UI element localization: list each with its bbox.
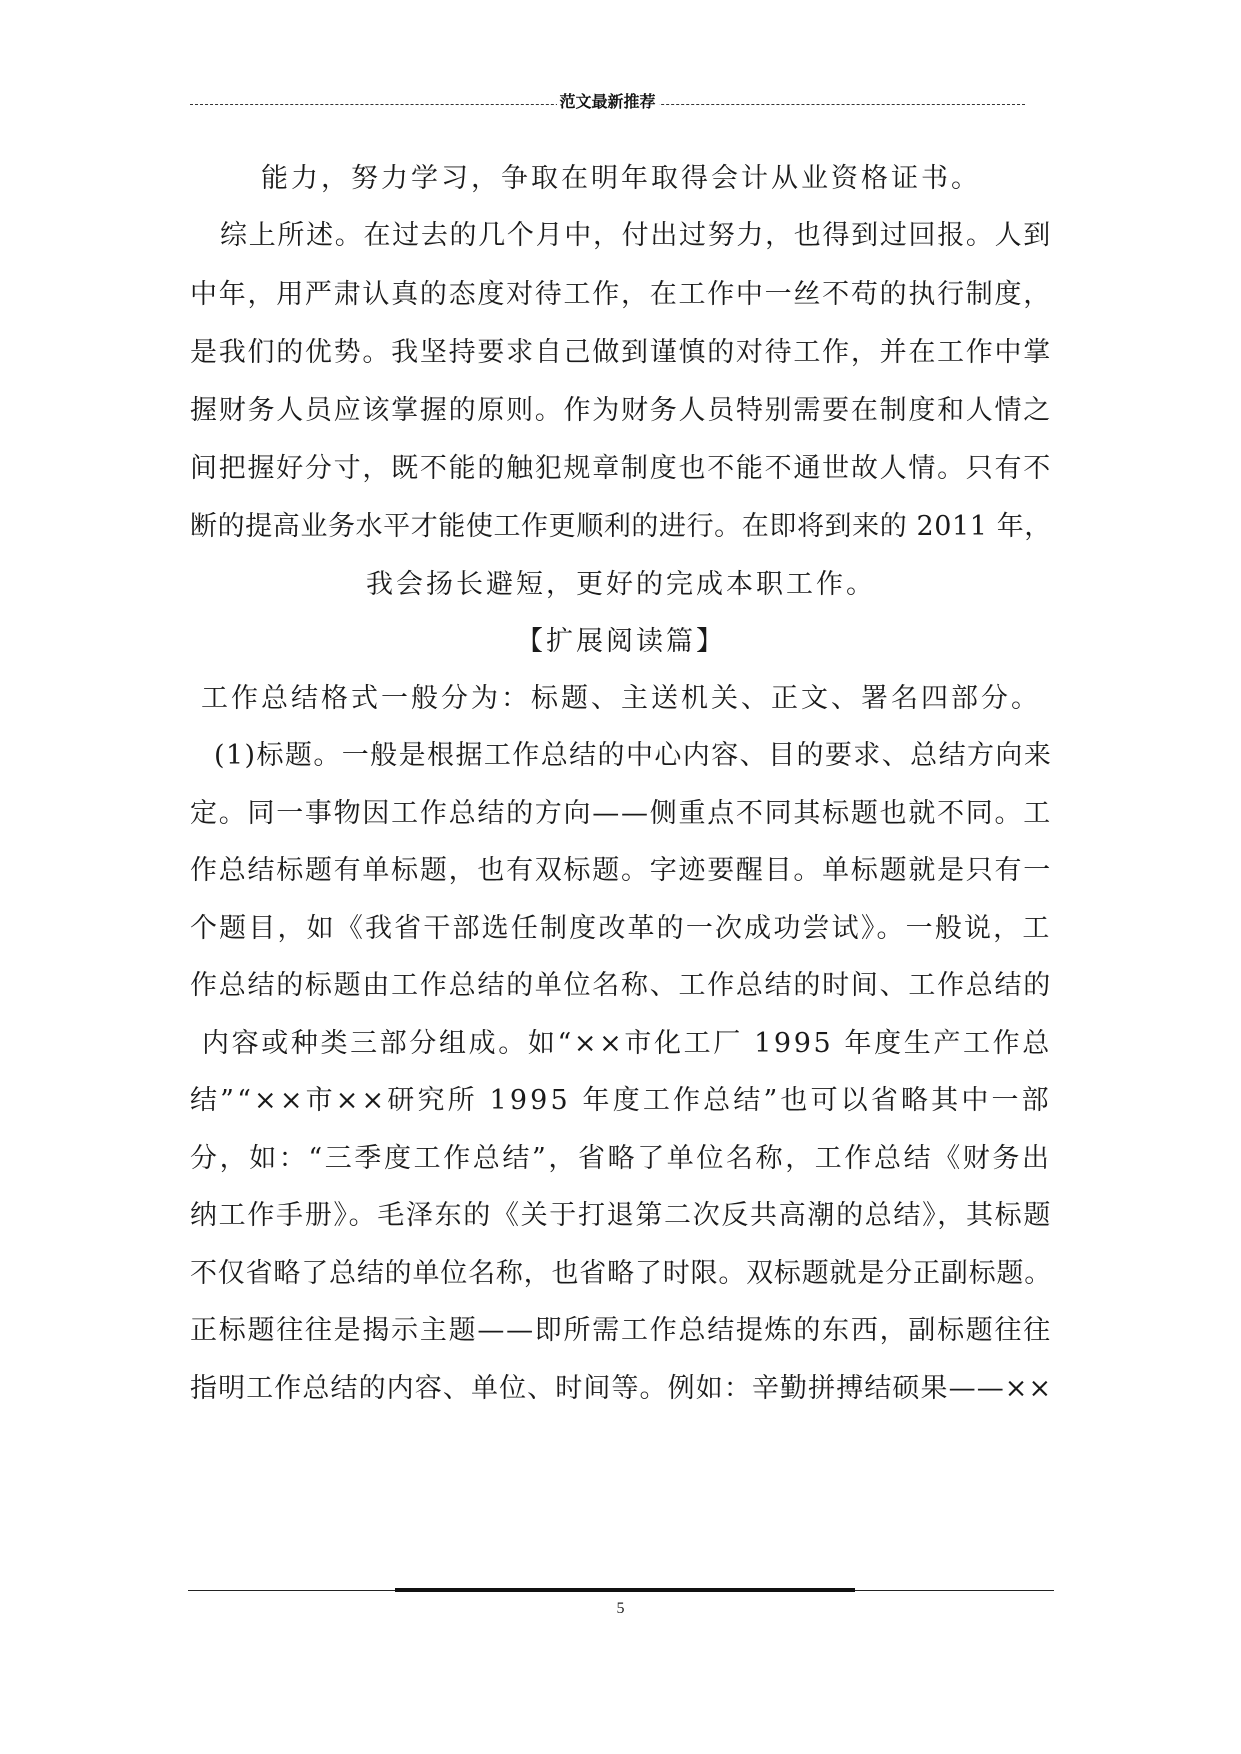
body-line: 能力，努力学习，争取在明年取得会计从业资格证书。 xyxy=(261,163,981,194)
body-line: 作总结标题有单标题，也有双标题。字迹要醒目。单标题就是只有一 xyxy=(190,855,1052,886)
page-number: 5 xyxy=(616,1600,625,1617)
body-line: 是我们的优势。我坚持要求自己做到谨慎的对待工作，并在工作中掌 xyxy=(190,337,1052,368)
body-line: 我会扬长避短，更好的完成本职工作。 xyxy=(366,569,876,600)
body-line: 分，如：“三季度工作总结”，省略了单位名称，工作总结《财务出 xyxy=(190,1143,1052,1174)
body-line: 作总结的标题由工作总结的单位名称、工作总结的时间、工作总结的 xyxy=(190,970,1052,1001)
body-line: 中年，用严肃认真的态度对待工作，在工作中一丝不苟的执行制度， xyxy=(190,279,1052,310)
footer-thick-rule xyxy=(395,1588,855,1592)
body-line: 指明工作总结的内容、单位、时间等。例如：辛勤拼搏结硕果——×× xyxy=(190,1373,1053,1404)
body-line: (1)标题。一般是根据工作总结的中心内容、目的要求、总结方向来 xyxy=(214,740,1053,771)
body-line: 断的提高业务水平才能使工作更顺利的进行。在即将到来的 2011 年， xyxy=(190,511,1052,542)
body-line: 内容或种类三部分组成。如“××市化工厂 1995 年度生产工作总 xyxy=(202,1028,1052,1059)
page-header xyxy=(190,88,1025,116)
body-line: 正标题往往是揭示主题——即所需工作总结提炼的东西，副标题往往 xyxy=(190,1315,1052,1346)
body-line: 个题目，如《我省干部选任制度改革的一次成功尝试》。一般说，工 xyxy=(190,913,1052,944)
body-line: 定。同一事物因工作总结的方向——侧重点不同其标题也就不同。工 xyxy=(190,798,1052,829)
body-line: 间把握好分寸，既不能的触犯规章制度也不能不通世故人情。只有不 xyxy=(190,453,1052,484)
section-heading: 【扩展阅读篇】 xyxy=(516,626,726,657)
body-line: 工作总结格式一般分为：标题、主送机关、正文、署名四部分。 xyxy=(201,683,1041,714)
header-title: 范文最新推荐 xyxy=(556,88,658,116)
body-line: 纳工作手册》。毛泽东的《关于打退第二次反共高潮的总结》，其标题 xyxy=(190,1200,1052,1231)
body-line: 握财务人员应该掌握的原则。作为财务人员特别需要在制度和人情之 xyxy=(190,395,1052,426)
body-line: 综上所述。在过去的几个月中，付出过努力，也得到过回报。人到 xyxy=(220,220,1052,251)
body-line: 结”“××市××研究所 1995 年度工作总结”也可以省略其中一部 xyxy=(190,1085,1052,1116)
body-line: 不仅省略了总结的单位名称，也省略了时限。双标题就是分正副标题。 xyxy=(190,1258,1052,1289)
